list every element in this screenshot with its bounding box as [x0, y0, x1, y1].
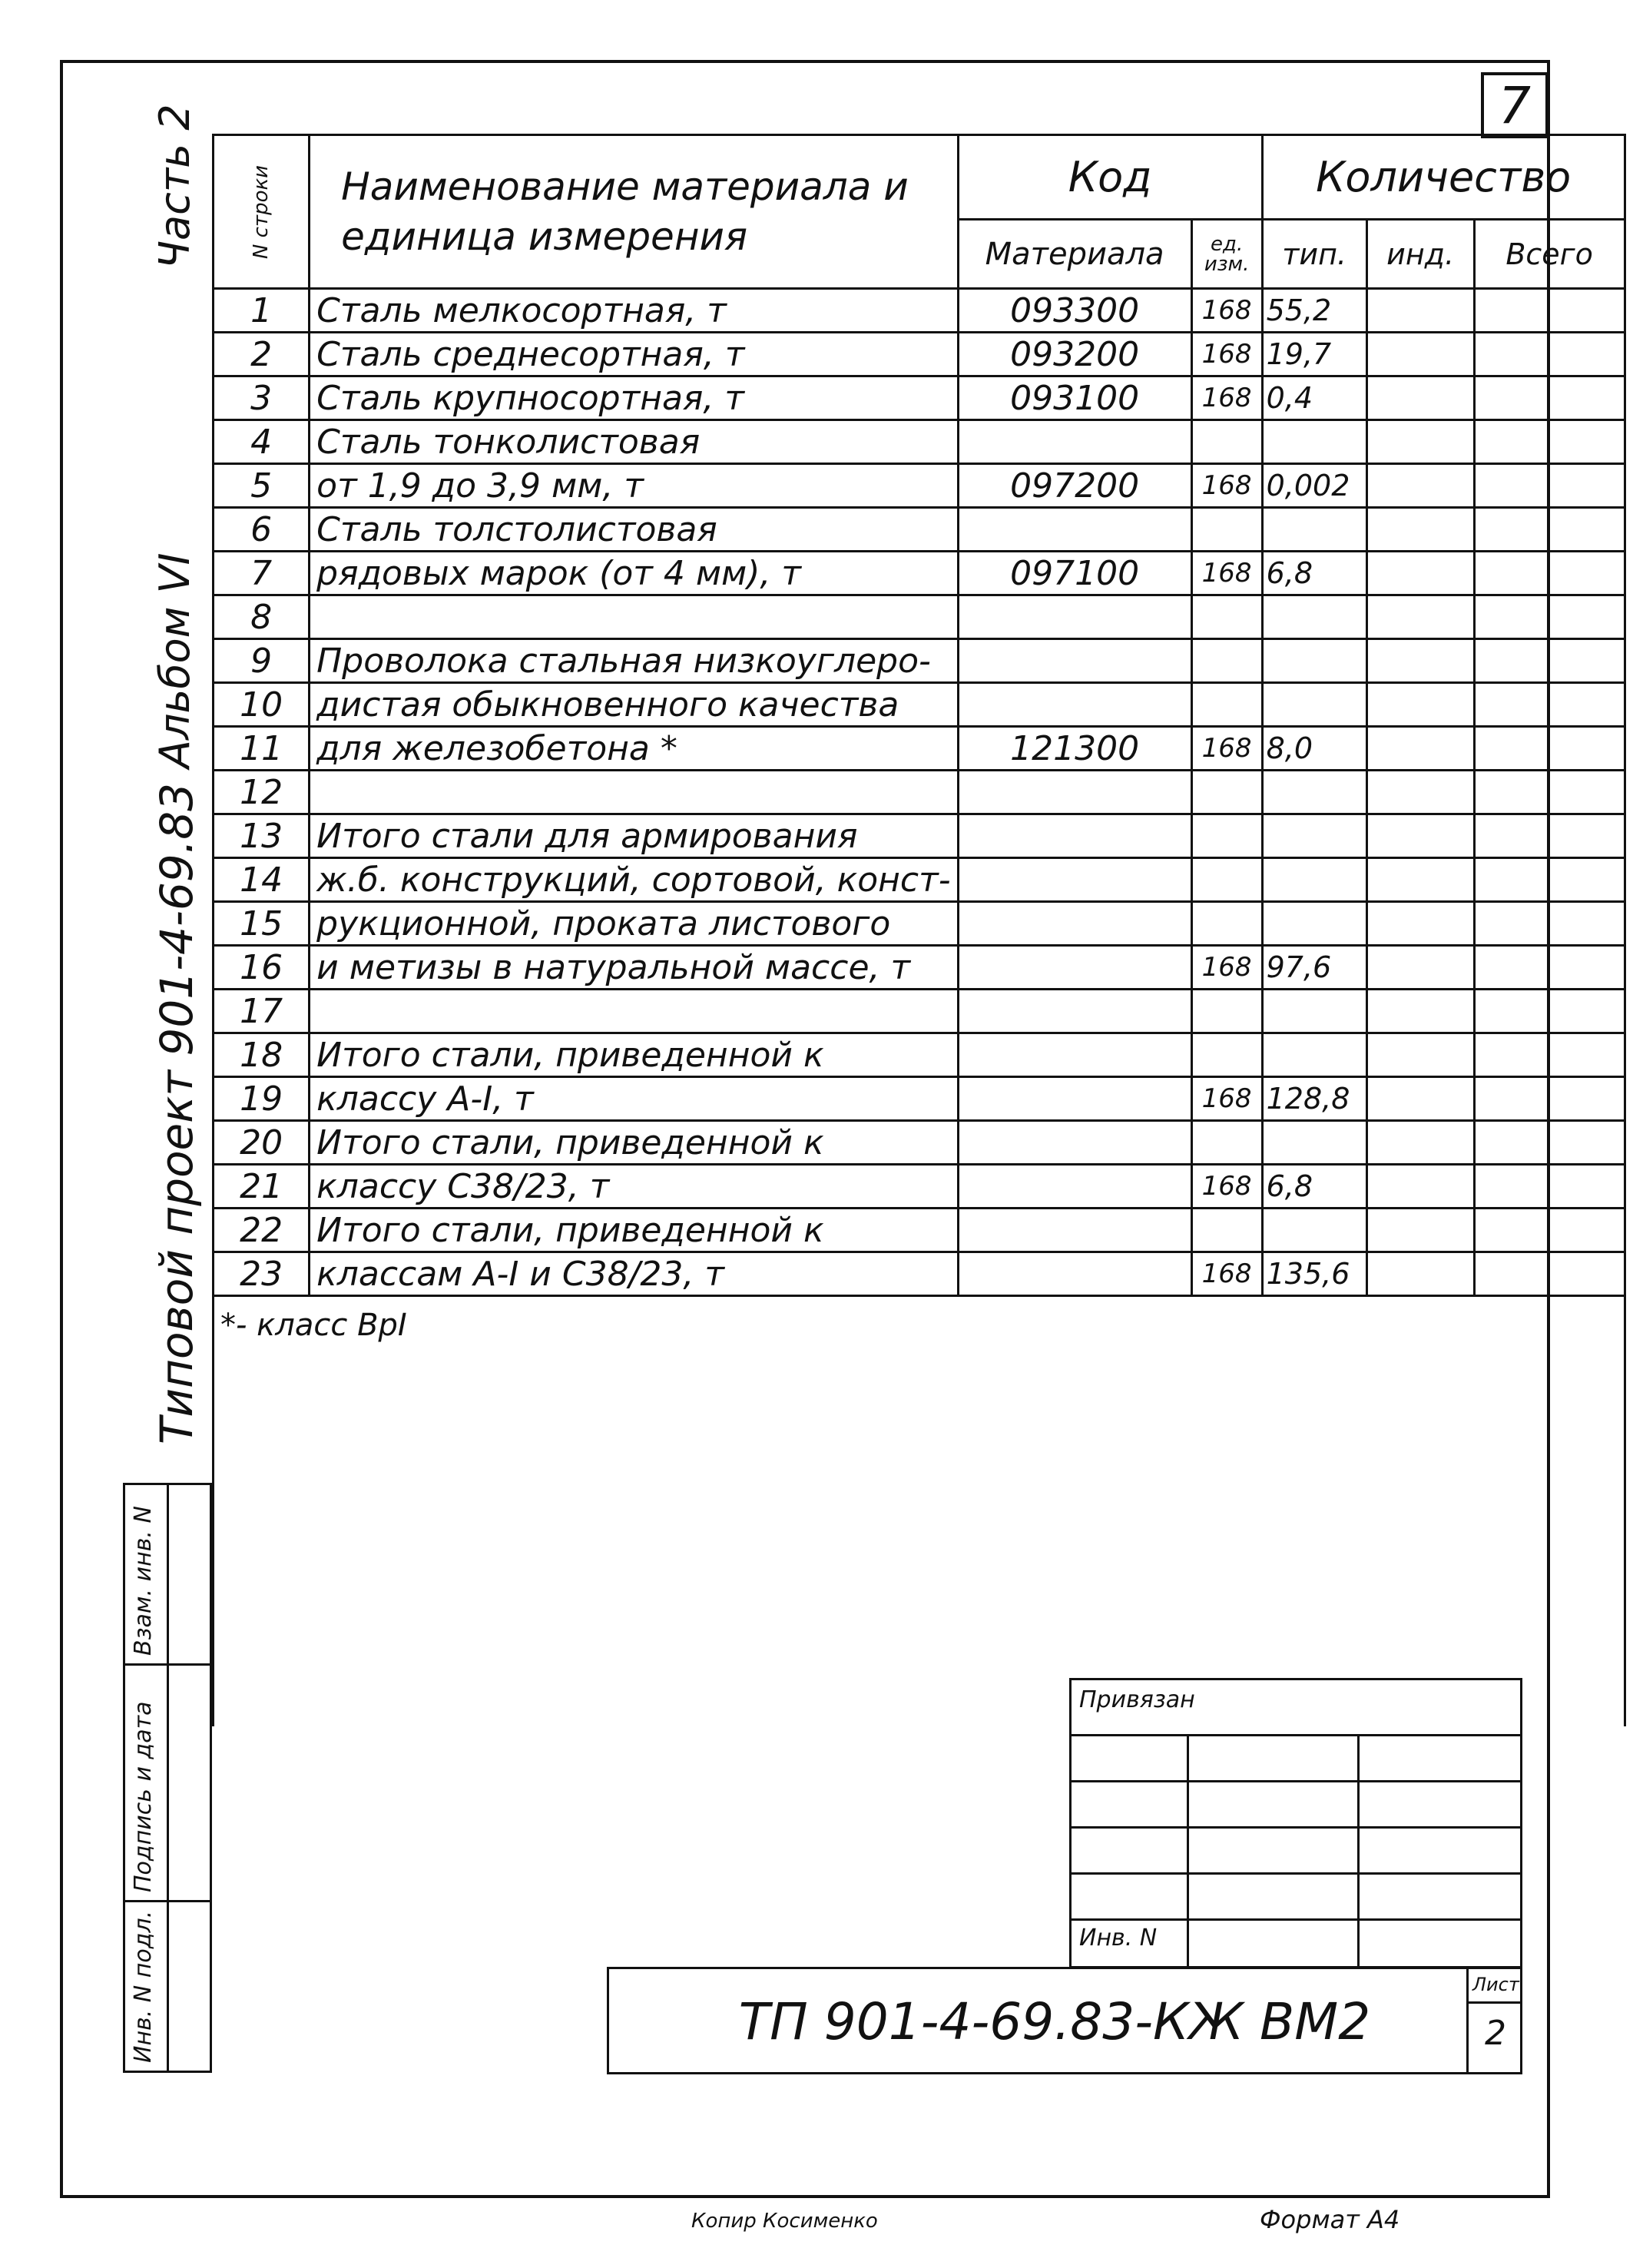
row-material-name: классам А-I и С38/23, т: [310, 1252, 958, 1296]
row-total: [1474, 990, 1625, 1033]
row-total: [1474, 1252, 1625, 1296]
row-typ: [1262, 508, 1366, 552]
row-material-code: [958, 595, 1191, 639]
paper-format: Формат А4: [1260, 2205, 1400, 2234]
table-row: [214, 333, 1625, 376]
row-number: 12: [214, 771, 310, 814]
table-row: [214, 595, 1625, 639]
row-number: 21: [214, 1165, 310, 1209]
col-ind-header: инд.: [1366, 220, 1474, 289]
row-ind: [1366, 595, 1474, 639]
row-material-code: [958, 1252, 1191, 1296]
table-row: [214, 1077, 1625, 1121]
row-material-name: Сталь толстолистовая: [310, 508, 958, 552]
row-ind: [1366, 1121, 1474, 1165]
row-total: [1474, 814, 1625, 858]
row-unit-code: 168: [1191, 333, 1262, 376]
row-material-code: [958, 1077, 1191, 1121]
row-ind: [1366, 902, 1474, 946]
row-total: [1474, 1033, 1625, 1077]
col-total-header: Всего: [1474, 220, 1625, 289]
row-material-name: классу А-I, т: [310, 1077, 958, 1121]
col-code-header: Код: [958, 135, 1262, 220]
row-ind: [1366, 1033, 1474, 1077]
row-material-name: ж.б. конструкций, сортовой, конст-: [310, 858, 958, 902]
row-ind: [1366, 289, 1474, 333]
table-row: [214, 639, 1625, 683]
col-name-header: Наименование материала и единица измерения: [310, 135, 958, 289]
row-total: [1474, 1165, 1625, 1209]
row-unit-code: [1191, 508, 1262, 552]
row-unit-code: [1191, 639, 1262, 683]
row-typ: 6,8: [1262, 552, 1366, 595]
materials-table: [212, 134, 1626, 1726]
row-number: 7: [214, 552, 310, 595]
row-material-name: Сталь мелкосортная, т: [310, 289, 958, 333]
row-unit-code: [1191, 420, 1262, 464]
row-material-code: [958, 902, 1191, 946]
row-unit-code: 168: [1191, 464, 1262, 508]
stamp-hline: [1072, 1826, 1520, 1829]
table-row: [214, 814, 1625, 858]
row-typ: 55,2: [1262, 289, 1366, 333]
table-row: [214, 1165, 1625, 1209]
title-stamp-upper: [1069, 1678, 1522, 1968]
row-unit-code: [1191, 814, 1262, 858]
footnote: *- класс ВрI: [214, 1296, 1625, 1726]
row-ind: [1366, 727, 1474, 771]
row-material-code: 093200: [958, 333, 1191, 376]
row-typ: 135,6: [1262, 1252, 1366, 1296]
row-ind: [1366, 771, 1474, 814]
stamp-sheet-sep: [1466, 2001, 1520, 2004]
row-typ: 6,8: [1262, 1165, 1366, 1209]
row-material-code: [958, 990, 1191, 1033]
row-total: [1474, 902, 1625, 946]
row-material-code: 121300: [958, 727, 1191, 771]
side-part: Часть 2: [151, 104, 199, 269]
row-number: 8: [214, 595, 310, 639]
row-ind: [1366, 376, 1474, 420]
title-stamp-lower: [607, 1967, 1522, 2074]
row-typ: 8,0: [1262, 727, 1366, 771]
row-material-name: Сталь крупносортная, т: [310, 376, 958, 420]
row-unit-code: 168: [1191, 1165, 1262, 1209]
left-stamp-strip: [123, 1483, 212, 2073]
table-row: [214, 858, 1625, 902]
row-typ: 0,4: [1262, 376, 1366, 420]
row-material-code: [958, 1121, 1191, 1165]
row-number: 9: [214, 639, 310, 683]
row-typ: [1262, 595, 1366, 639]
stamp-inv: Инв. N: [1079, 1925, 1158, 1951]
table-row: [214, 771, 1625, 814]
table-row: [214, 552, 1625, 595]
row-number: 4: [214, 420, 310, 464]
row-ind: [1366, 508, 1474, 552]
col-material-header: Материала: [958, 220, 1191, 289]
table-row: [214, 683, 1625, 727]
stamp-hline: [1072, 1734, 1520, 1736]
row-ind: [1366, 1165, 1474, 1209]
copied-by: Копир Косименко: [691, 2210, 878, 2233]
row-typ: [1262, 990, 1366, 1033]
row-total: [1474, 771, 1625, 814]
row-total: [1474, 1121, 1625, 1165]
side-project: Типовой проект 901-4-69.83: [151, 783, 203, 1444]
row-total: [1474, 1077, 1625, 1121]
row-number: 17: [214, 990, 310, 1033]
row-unit-code: [1191, 771, 1262, 814]
left-stamp-replace: Взам. инв. N: [130, 1506, 157, 1656]
table-row: [214, 508, 1625, 552]
table-row: [214, 464, 1625, 508]
col-quantity-header: Количество: [1262, 135, 1625, 220]
stamp-vline: [1187, 1734, 1189, 1966]
stamp-sheet-label: Лист: [1472, 1974, 1519, 1995]
stamp-attached: Привязан: [1079, 1686, 1195, 1713]
row-unit-code: [1191, 683, 1262, 727]
stamp-vline: [1357, 1734, 1360, 1966]
stamp-sheet-divider: [1466, 1969, 1469, 2072]
table-row: [214, 289, 1625, 333]
row-typ: 97,6: [1262, 946, 1366, 990]
row-material-name: Сталь тонколистовая: [310, 420, 958, 464]
row-material-code: 093100: [958, 376, 1191, 420]
row-unit-code: 168: [1191, 376, 1262, 420]
row-total: [1474, 289, 1625, 333]
row-unit-code: [1191, 1033, 1262, 1077]
row-number: 10: [214, 683, 310, 727]
row-total: [1474, 858, 1625, 902]
row-typ: [1262, 1121, 1366, 1165]
row-ind: [1366, 639, 1474, 683]
row-typ: [1262, 639, 1366, 683]
row-number: 18: [214, 1033, 310, 1077]
row-material-name: [310, 990, 958, 1033]
row-ind: [1366, 990, 1474, 1033]
row-material-code: [958, 946, 1191, 990]
row-number: 23: [214, 1252, 310, 1296]
row-ind: [1366, 946, 1474, 990]
row-ind: [1366, 1077, 1474, 1121]
row-unit-code: [1191, 902, 1262, 946]
row-material-name: [310, 771, 958, 814]
row-material-code: [958, 1165, 1191, 1209]
row-number: 22: [214, 1209, 310, 1252]
row-material-name: Итого стали, приведенной к: [310, 1209, 958, 1252]
row-typ: [1262, 814, 1366, 858]
stamp-hline: [1072, 1780, 1520, 1782]
row-number: 2: [214, 333, 310, 376]
row-material-code: [958, 1209, 1191, 1252]
stamp-sheet: 2: [1485, 2014, 1506, 2053]
row-material-code: [958, 683, 1191, 727]
col-typ-header: тип.: [1262, 220, 1366, 289]
row-unit-code: 168: [1191, 289, 1262, 333]
row-material-code: [958, 508, 1191, 552]
row-number: 15: [214, 902, 310, 946]
row-ind: [1366, 420, 1474, 464]
table-row: [214, 1121, 1625, 1165]
row-unit-code: [1191, 595, 1262, 639]
row-number: 20: [214, 1121, 310, 1165]
row-number: 19: [214, 1077, 310, 1121]
row-unit-code: [1191, 990, 1262, 1033]
row-material-name: Итого стали, приведенной к: [310, 1121, 958, 1165]
row-typ: [1262, 902, 1366, 946]
row-material-name: для железобетона *: [310, 727, 958, 771]
table-row: [214, 946, 1625, 990]
row-unit-code: [1191, 1121, 1262, 1165]
row-total: [1474, 946, 1625, 990]
row-material-code: 093300: [958, 289, 1191, 333]
side-album: Альбом VI: [151, 552, 199, 768]
table-row: [214, 1209, 1625, 1252]
row-ind: [1366, 858, 1474, 902]
row-material-code: [958, 814, 1191, 858]
row-material-code: [958, 1033, 1191, 1077]
row-typ: 0,002: [1262, 464, 1366, 508]
row-ind: [1366, 333, 1474, 376]
left-stamp-sep: [125, 1663, 210, 1666]
row-total: [1474, 595, 1625, 639]
row-ind: [1366, 683, 1474, 727]
row-material-name: классу С38/23, т: [310, 1165, 958, 1209]
left-stamp-sep: [125, 1900, 210, 1902]
table-row: [214, 420, 1625, 464]
row-ind: [1366, 464, 1474, 508]
row-typ: [1262, 858, 1366, 902]
row-total: [1474, 420, 1625, 464]
row-material-name: Проволока стальная низкоуглеро-: [310, 639, 958, 683]
row-number: 1: [214, 289, 310, 333]
row-typ: [1262, 1033, 1366, 1077]
row-material-code: [958, 420, 1191, 464]
row-material-name: [310, 595, 958, 639]
row-ind: [1366, 552, 1474, 595]
row-total: [1474, 1209, 1625, 1252]
row-number: 11: [214, 727, 310, 771]
table-row: [214, 990, 1625, 1033]
row-material-name: и метизы в натуральной массе, т: [310, 946, 958, 990]
row-typ: [1262, 771, 1366, 814]
document-code: ТП 901-4-69.83-КЖ ВМ2: [738, 1992, 1371, 2051]
row-unit-code: 168: [1191, 946, 1262, 990]
row-total: [1474, 639, 1625, 683]
row-typ: [1262, 420, 1366, 464]
row-total: [1474, 552, 1625, 595]
row-unit-code: [1191, 1209, 1262, 1252]
stamp-hline: [1072, 1872, 1520, 1875]
row-material-name: от 1,9 до 3,9 мм, т: [310, 464, 958, 508]
row-unit-code: [1191, 858, 1262, 902]
col-unit-header: ед. изм.: [1191, 220, 1262, 289]
row-total: [1474, 376, 1625, 420]
row-material-code: 097200: [958, 464, 1191, 508]
row-ind: [1366, 814, 1474, 858]
row-number: 14: [214, 858, 310, 902]
row-total: [1474, 683, 1625, 727]
left-stamp-sign: Подпись и дата: [130, 1701, 157, 1892]
row-material-name: Сталь среднесортная, т: [310, 333, 958, 376]
row-unit-code: 168: [1191, 1077, 1262, 1121]
row-material-code: [958, 771, 1191, 814]
row-material-code: 097100: [958, 552, 1191, 595]
table-row: [214, 1252, 1625, 1296]
table-row: [214, 376, 1625, 420]
row-material-name: Итого стали для армирования: [310, 814, 958, 858]
row-total: [1474, 508, 1625, 552]
row-num-header-text: N строки: [250, 164, 273, 259]
table-row: [214, 902, 1625, 946]
row-number: 13: [214, 814, 310, 858]
row-material-name: дистая обыкновенного качества: [310, 683, 958, 727]
row-typ: 128,8: [1262, 1077, 1366, 1121]
left-stamp-inv: Инв. N подл.: [130, 1910, 157, 2063]
row-typ: 19,7: [1262, 333, 1366, 376]
row-material-name: Итого стали, приведенной к: [310, 1033, 958, 1077]
stamp-hline: [1072, 1918, 1520, 1921]
left-stamp-divider: [167, 1485, 169, 2071]
row-number: 5: [214, 464, 310, 508]
row-material-name: рядовых марок (от 4 мм), т: [310, 552, 958, 595]
row-ind: [1366, 1252, 1474, 1296]
row-total: [1474, 333, 1625, 376]
row-material-name: рукционной, проката листового: [310, 902, 958, 946]
row-total: [1474, 727, 1625, 771]
row-typ: [1262, 683, 1366, 727]
row-number: 3: [214, 376, 310, 420]
table-row: [214, 727, 1625, 771]
row-number: 6: [214, 508, 310, 552]
col-row-num-header: [214, 135, 310, 289]
row-material-code: [958, 639, 1191, 683]
row-number: 16: [214, 946, 310, 990]
row-unit-code: 168: [1191, 727, 1262, 771]
row-unit-code: 168: [1191, 1252, 1262, 1296]
row-unit-code: 168: [1191, 552, 1262, 595]
row-ind: [1366, 1209, 1474, 1252]
row-material-code: [958, 858, 1191, 902]
row-total: [1474, 464, 1625, 508]
row-typ: [1262, 1209, 1366, 1252]
page-number: 7: [1481, 72, 1549, 138]
table-row: [214, 1033, 1625, 1077]
